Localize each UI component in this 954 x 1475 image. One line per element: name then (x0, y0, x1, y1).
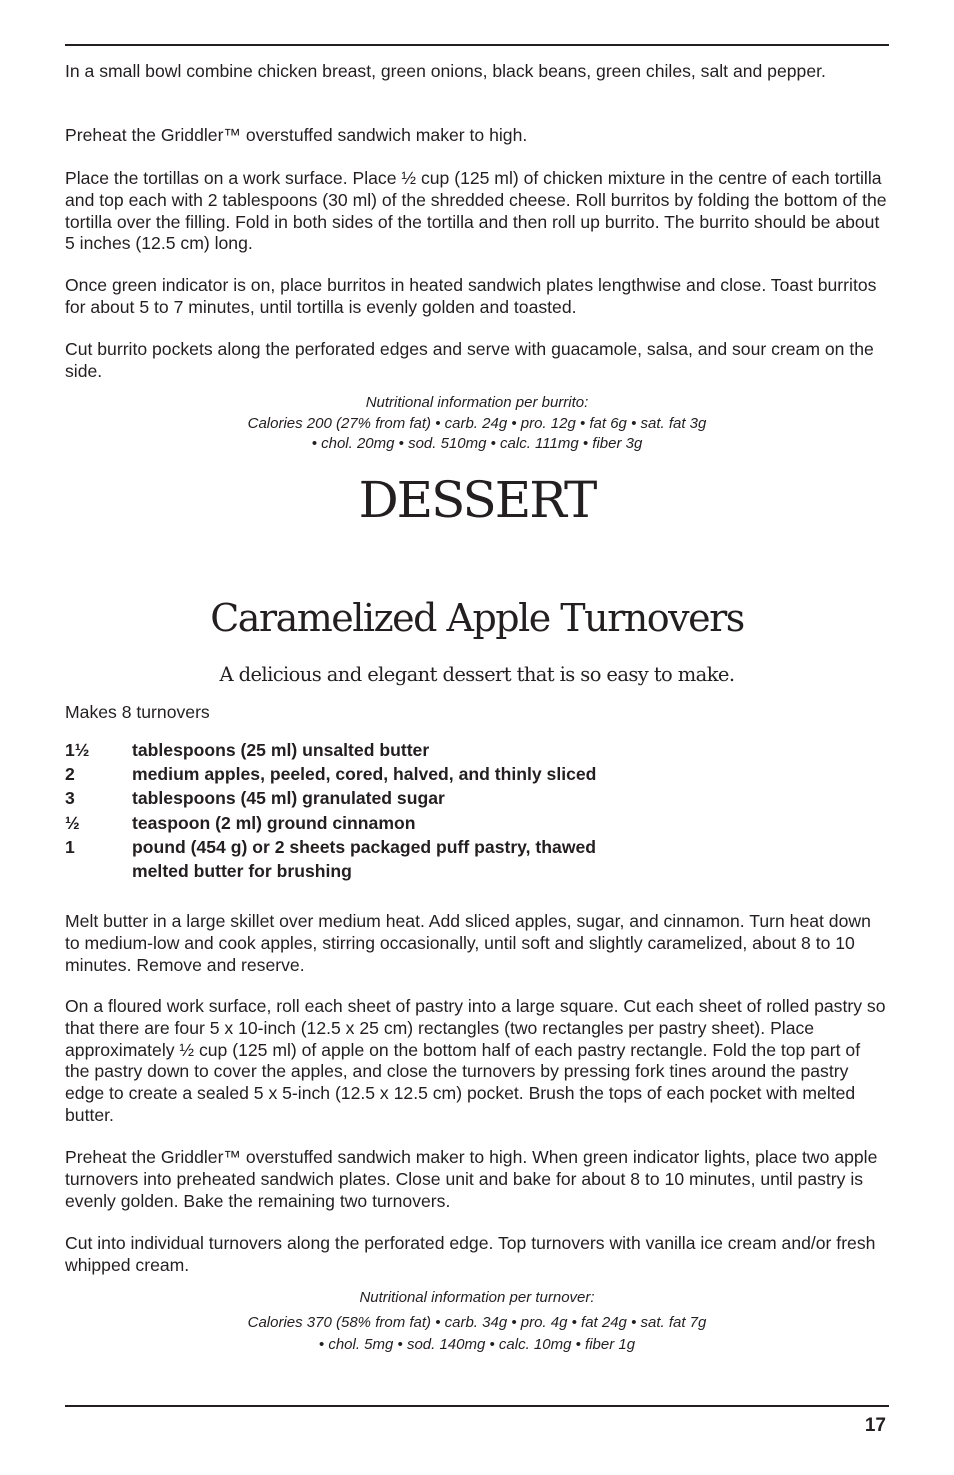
burrito-step-5: Cut burrito pockets along the perforated edges and serve with guacamole, salsa, and sour cream on the side. (65, 339, 874, 381)
burrito-step-1: In a small bowl combine chicken breast, green onions, black beans, green chiles, salt and pepper. (65, 61, 826, 81)
ingredient-desc: tablespoons (45 ml) granulated sugar (132, 788, 445, 809)
ingredient-item (65, 786, 889, 810)
ingredient-qty: 1½ (65, 740, 90, 760)
burrito-nutrition-line-1: Calories 200 (27% from fat) • carb. 24g • pro. 12g • fat 6g • sat. fat 3g (247, 414, 707, 432)
section-title: DESSERT (358, 471, 596, 529)
turnover-nutrition-line-2: • chol. 5mg • sod. 140mg • calc. 10mg • fiber 1g (318, 1336, 636, 1353)
manual-page (65, 0, 889, 1475)
ingredient-list (65, 738, 889, 883)
ingredient-item (65, 738, 889, 762)
turnover-step-1: Melt butter in a large skillet over medium heat. Add sliced apples, sugar, and cinnamon. Turn heat down to medium-low and cook apples, stirring occasionally, until soft and slightly caramelized, about 8 to 10 minutes. Remove and reserve. (65, 911, 871, 975)
turnover-step-2: On a floured work surface, roll each sheet of pastry into a large square. Cut each sheet of rolled pastry so that there are four 5 x 10-inch (12.5 x 25 cm) rectangles (two rectangles per pastry sheet). Place approximately ½ cup (125 ml) of apple on the bottom half of each pastry rectangle. Fold the top part of the pastry down to cover the apples, and close the turnovers by pressing fork tines around the pastry edge to create a sealed 5 x 5-inch (12.5 x 12.5 cm) pocket. Brush the tops of each pocket with melted butter. (65, 996, 886, 1125)
ingredient-qty: ½ (65, 812, 80, 833)
ingredient-item (65, 859, 889, 883)
turnover-nutrition-line-1: Calories 370 (58% from fat) • carb. 34g • pro. 4g • fat 24g • sat. fat 7g (247, 1313, 707, 1331)
page-number: 17 (864, 1415, 886, 1436)
burrito-nutrition (65, 393, 889, 455)
burrito-step-4: Once green indicator is on, place burritos in heated sandwich plates lengthwise and close. Toast burritos for about 5 to 7 minutes, until tortilla is evenly golden and toasted. (65, 275, 877, 317)
burrito-step-3: Place the tortillas on a work surface. Place ½ cup (125 ml) of chicken mixture in the centre of each tortilla and top each with 2 tablespoons (30 ml) of the shredded cheese. Roll burritos by folding the bottom of the tortilla over the filling. Fold in both sides of the tortilla and then roll up burrito. The burrito should be about 5 inches (12.5 cm) long. (65, 168, 887, 254)
ingredient-desc: teaspoon (2 ml) ground cinnamon (132, 812, 416, 833)
ingredient-desc: melted butter for brushing (132, 860, 352, 881)
burrito-nutrition-line-2: • chol. 20mg • sod. 510mg • calc. 111mg • fiber 3g (311, 435, 643, 452)
bottom-rule (65, 1405, 889, 1407)
turnover-step-4: Cut into individual turnovers along the perforated edge. Top turnovers with vanilla ice cream and/or fresh whipped cream. (65, 1233, 876, 1275)
ingredient-item (65, 811, 889, 835)
recipe-yield: Makes 8 turnovers (65, 702, 210, 722)
ingredient-qty: 3 (65, 788, 75, 809)
ingredient-qty: 1 (65, 836, 75, 857)
ingredient-desc: pound (454 g) or 2 sheets packaged puff pastry, thawed (132, 836, 597, 857)
ingredient-item (65, 762, 889, 786)
turnover-step-3: Preheat the Griddler™ overstuffed sandwich maker to high. When green indicator lights, place two apple turnovers into preheated sandwich plates. Close unit and bake for about 8 to 10 minutes, until pastry is evenly golden. Bake the remaining two turnovers. (65, 1147, 878, 1211)
recipe-tagline: A delicious and elegant dessert that is so easy to make. (219, 663, 735, 686)
ingredient-desc: medium apples, peeled, cored, halved, and thinly sliced (132, 764, 597, 785)
recipe-title: Caramelized Apple Turnovers (210, 596, 744, 640)
burrito-step-2: Preheat the Griddler™ overstuffed sandwich maker to high. (65, 125, 528, 145)
ingredient-item (65, 835, 889, 859)
turnover-nutrition (65, 1287, 889, 1357)
ingredient-desc: tablespoons (25 ml) unsalted butter (132, 740, 430, 760)
turnover-nutrition-heading: Nutritional information per turnover: (359, 1289, 595, 1306)
ingredient-qty: 2 (65, 764, 75, 785)
top-rule (65, 44, 889, 46)
burrito-nutrition-heading: Nutritional information per burrito: (365, 394, 589, 411)
